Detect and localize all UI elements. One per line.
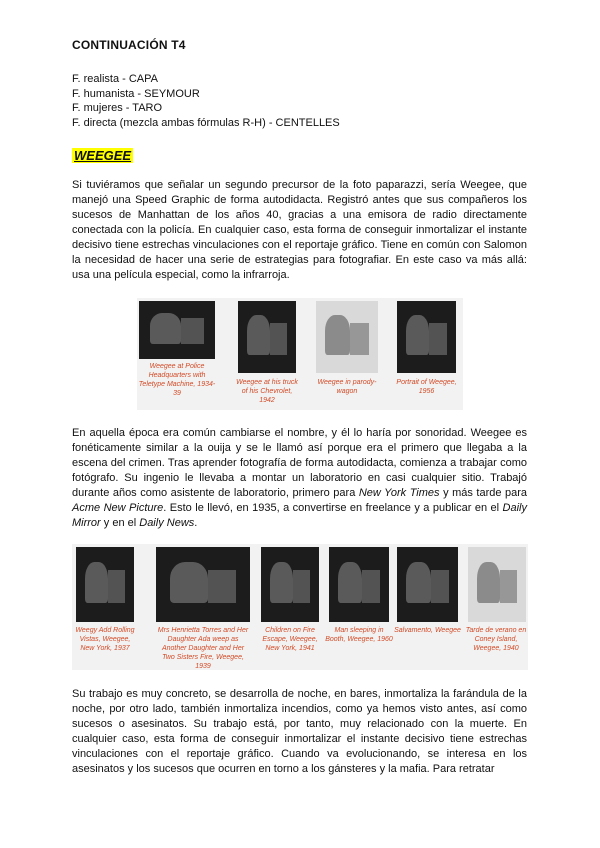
page-title: CONTINUACIÓN T4 — [72, 38, 186, 52]
section-heading: WEEGEE — [74, 148, 132, 163]
photo-caption: Tarde de verano en Coney Island, Weegee, 1940 — [465, 627, 527, 652]
photo — [139, 301, 215, 359]
photo — [316, 301, 378, 373]
photo — [468, 547, 526, 622]
list-item: F. humanista - SEYMOUR — [72, 87, 200, 100]
photo-caption: Weegy Add Rolling Vistas, Weegee, New York, 1937 — [75, 627, 135, 652]
photo-caption: Portrait of Weegee, 1956 — [396, 379, 457, 395]
photo — [76, 547, 134, 622]
photographer-list — [72, 72, 340, 130]
photo-caption: Salvamento, Weegee — [394, 627, 461, 634]
photo — [329, 547, 389, 622]
photo-caption: Children on Fire Escape, Weegee, New York, 1941 — [262, 627, 318, 652]
photo-caption: Weegee in parody-wagon — [317, 379, 377, 395]
photo-caption: Mrs Henrietta Torres and Her Daughter Ada weep as Another Daughter and Her Two Sisters Fire, Weegee, 1939 — [157, 627, 249, 670]
photo — [156, 547, 250, 622]
paragraph: Si tuviéramos que señalar un segundo precursor de la foto paparazzi, sería Weegee, que manejó una Speed Graphic de forma autodidacta. Registró antes que sus compañeros los sucesos de Manhattan de los años 40, gracias a una emisora de radio directamente conectada con la policía. En cualquier caso, esta forma de conseguir inmortalizar el instante decisivo tiene estrechas vinculaciones con el reportaje gráfico. Tiene en común con Salomon la necesidad de hacer una serie de estrategias para fotografiar. En este caso va más allá: usa una película especial, como la infrarroja. — [72, 179, 527, 281]
photo — [238, 301, 296, 373]
photo — [397, 547, 458, 622]
photo — [397, 301, 456, 373]
list-item: F. mujeres - TARO — [72, 102, 163, 114]
photo-caption: Man sleeping in Booth, Weegee, 1960 — [325, 627, 393, 643]
paragraph: Su trabajo es muy concreto, se desarrolla de noche, en bares, inmortaliza la farándula de la noche, por otro lado, también inmortaliza incendios, como ya hemos visto antes, así como sucesos o asesinatos. Su trabajo está, por tanto, muy relacionado con la muerte. En cualquier caso, esta forma de conseguir inmortalizar el instante decisivo tiene estrechas vinculaciones con el reportaje gráfico. Cuando va evolucionando, se interesa en los asesinatos y los sucesos que ocurren en torno a los gánsteres y la mafia. Para retratar — [72, 688, 527, 775]
photo-caption: Weegee at Police Headquarters with Teletype Machine, 1934-39 — [138, 363, 216, 397]
photo — [261, 547, 319, 622]
list-item: F. directa (mezcla ambas fórmulas R-H) - CENTELLES — [72, 116, 340, 129]
paragraph: En aquella época era común cambiarse el nombre, y él lo haría por sonoridad. Weegee es fonéticamente similar a la ouija y se le llamó así porque era el primero que llegaba a la escena del crimen. Tras aprender fotografía de forma autodidacta, comienza a trabajar como fotógrafo. Su ingenio le llevaba a montar un laboratorio en casi cualquier sitio. Trabajó durante años como asistente de laboratorio, primero para New York Times y más tarde para Acme New Picture. Esto le llevó, en 1935, a convertirse en freelance y a publicar en el Daily Mirror y en el Daily News. — [72, 427, 528, 529]
list-item: F. realista - CAPA — [72, 73, 158, 85]
photo-caption: Weegee at his truck of his Chevrolet, 1942 — [236, 379, 298, 404]
